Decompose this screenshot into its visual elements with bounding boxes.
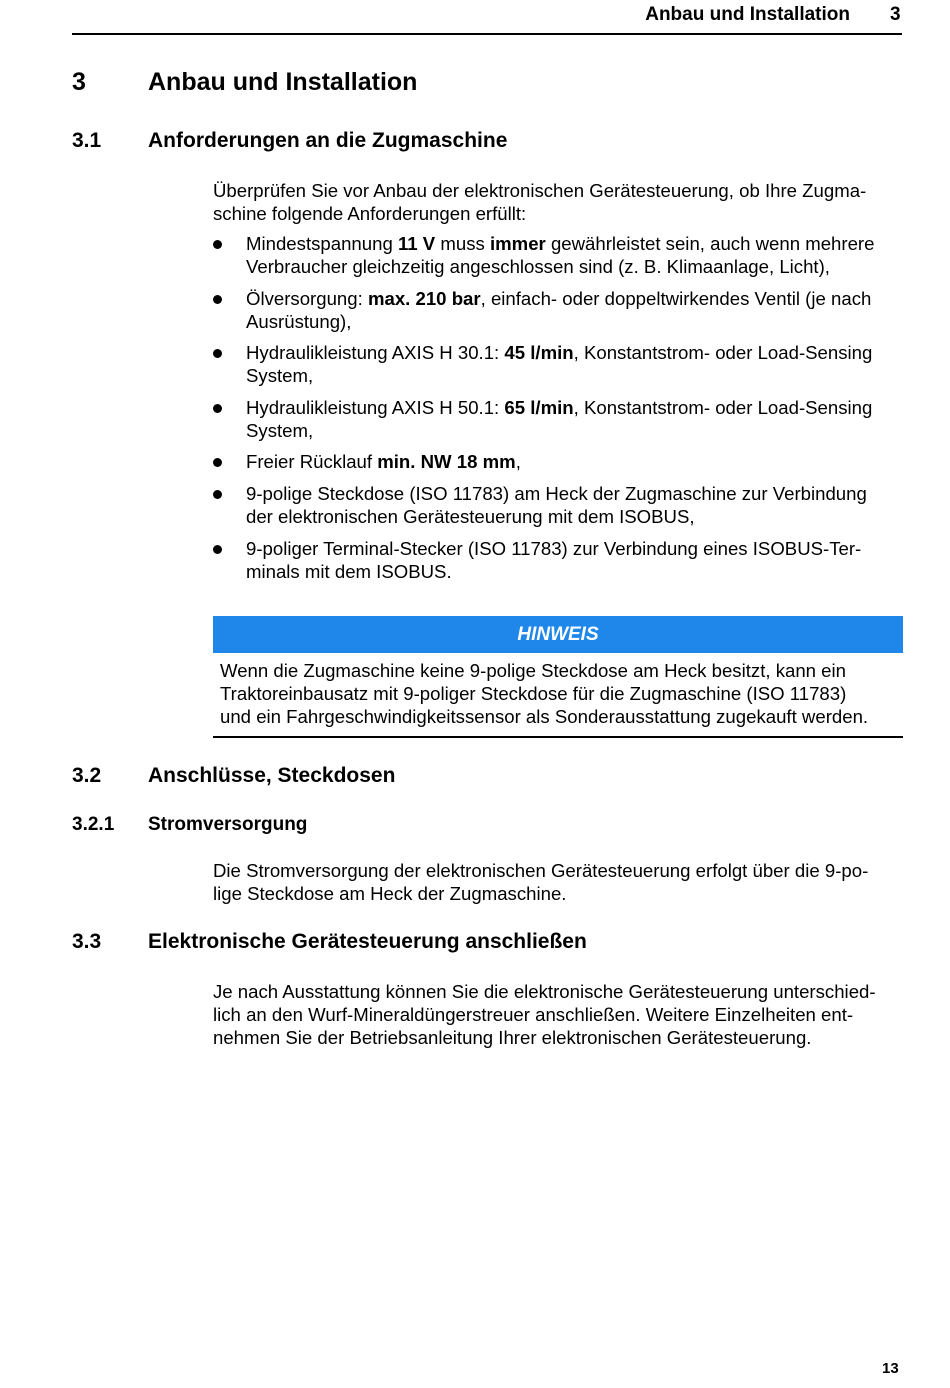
chapter-title: Anbau und Installation [148, 68, 418, 96]
bullet-text: minals mit dem ISOBUS. [246, 560, 452, 582]
bullet-emphasis: 11 V [397, 233, 436, 254]
bullet-icon [213, 240, 222, 249]
bullet-text: Ölversorgung: [246, 287, 368, 309]
notice-heading: HINWEIS [213, 616, 903, 653]
bullet-emphasis: immer [489, 233, 546, 254]
notice-line: und ein Fahrgeschwindigkeitssensor als Sonderausstattung zugekauft werden. [220, 706, 869, 727]
bullet-text: , einfach- oder doppeltwirkendes Ventil (je nach [480, 287, 872, 309]
bullet-text: 9-polige Steckdose (ISO 11783) am Heck der Zugmaschine zur Verbindung [246, 482, 867, 504]
notice-divider [213, 736, 903, 738]
list-item [213, 396, 903, 442]
body-line: nehmen Sie der Betriebsanleitung Ihrer elektronischen Gerätesteuerung. [213, 1027, 812, 1048]
list-item [213, 287, 903, 333]
bullet-text: Hydraulikleistung AXIS H 30.1: [246, 342, 505, 364]
list-item [213, 537, 903, 583]
bullet-text: gewährleistet sein, auch wenn mehrere [545, 233, 875, 254]
bullet-text: , Konstantstrom- oder Load-Sensing [573, 396, 873, 418]
bullet-text: der elektronischen Gerätesteuerung mit dem ISOBUS, [246, 505, 695, 527]
section-3-3-title: Elektronische Gerätesteuerung anschließen [148, 930, 587, 953]
bullet-text: Freier Rücklauf [246, 451, 378, 473]
bullet-icon [213, 349, 222, 358]
bullet-emphasis: 65 l/min [504, 396, 574, 418]
bullet-emphasis: max. 210 bar [367, 287, 481, 309]
bullet-text: , [515, 451, 521, 473]
requirements-list [213, 232, 903, 591]
bullet-emphasis: 45 l/min [504, 342, 574, 364]
bullet-text: Hydraulikleistung AXIS H 50.1: [246, 396, 505, 418]
section-3-2-1-title: Stromversorgung [148, 814, 308, 835]
bullet-text: System, [246, 365, 314, 387]
bullet-text: System, [246, 419, 314, 441]
list-item [213, 341, 903, 387]
section-3-3-body [213, 980, 903, 1049]
section-3-2-1-body [213, 859, 903, 905]
list-item [213, 450, 903, 473]
bullet-text: muss [435, 233, 490, 254]
running-header-title: Anbau und Installation [645, 4, 850, 25]
section-3-1-title: Anforderungen an die Zugmaschine [148, 129, 508, 152]
intro-line: schine folgende Anforderungen erfüllt: [213, 203, 527, 224]
bullet-text: Mindestspannung [246, 233, 398, 254]
bullet-icon [213, 404, 222, 413]
page-number: 13 [882, 1360, 899, 1377]
section-3-1-intro [213, 179, 903, 225]
body-line: lige Steckdose am Heck der Zugmaschine. [213, 883, 567, 904]
bullet-icon [213, 295, 222, 304]
running-header-chapter-number: 3 [890, 4, 901, 25]
bullet-text: , Konstantstrom- oder Load-Sensing [573, 342, 873, 364]
bullet-icon [213, 490, 222, 499]
body-line: Je nach Ausstattung können Sie die elektronische Gerätesteuerung unterschied- [213, 981, 876, 1002]
bullet-text: 9-poliger Terminal-Stecker (ISO 11783) zur Verbindung eines ISOBUS-Ter- [246, 537, 862, 559]
list-item [213, 482, 903, 528]
intro-line: Überprüfen Sie vor Anbau der elektronischen Gerätesteuerung, ob Ihre Zugma- [213, 180, 867, 201]
section-3-2-title: Anschlüsse, Steckdosen [148, 764, 396, 787]
list-item [213, 232, 903, 278]
notice-text [220, 659, 903, 728]
body-line: Die Stromversorgung der elektronischen Gerätesteuerung erfolgt über die 9-po- [213, 860, 869, 881]
bullet-text: Ausrüstung), [246, 310, 352, 332]
chapter-number: 3 [72, 68, 86, 96]
bullet-emphasis: min. NW 18 mm [377, 451, 516, 473]
bullet-icon [213, 458, 222, 467]
body-line: lich an den Wurf-Mineraldüngerstreuer anschließen. Weitere Einzelheiten ent- [213, 1004, 854, 1025]
section-3-3-number: 3.3 [72, 930, 102, 953]
notice-line: Traktoreinbausatz mit 9-poliger Steckdose für die Zugmaschine (ISO 11783) [220, 683, 847, 704]
bullet-text: Verbraucher gleichzeitig angeschlossen sind (z. B. Klimaanlage, Licht), [246, 256, 830, 277]
bullet-icon [213, 545, 222, 554]
section-3-2-1-number: 3.2.1 [72, 814, 115, 835]
section-3-2-number: 3.2 [72, 764, 102, 787]
header-divider [72, 33, 902, 35]
section-3-1-number: 3.1 [72, 129, 102, 152]
notice-line: Wenn die Zugmaschine keine 9-polige Steckdose am Heck besitzt, kann ein [220, 660, 846, 681]
